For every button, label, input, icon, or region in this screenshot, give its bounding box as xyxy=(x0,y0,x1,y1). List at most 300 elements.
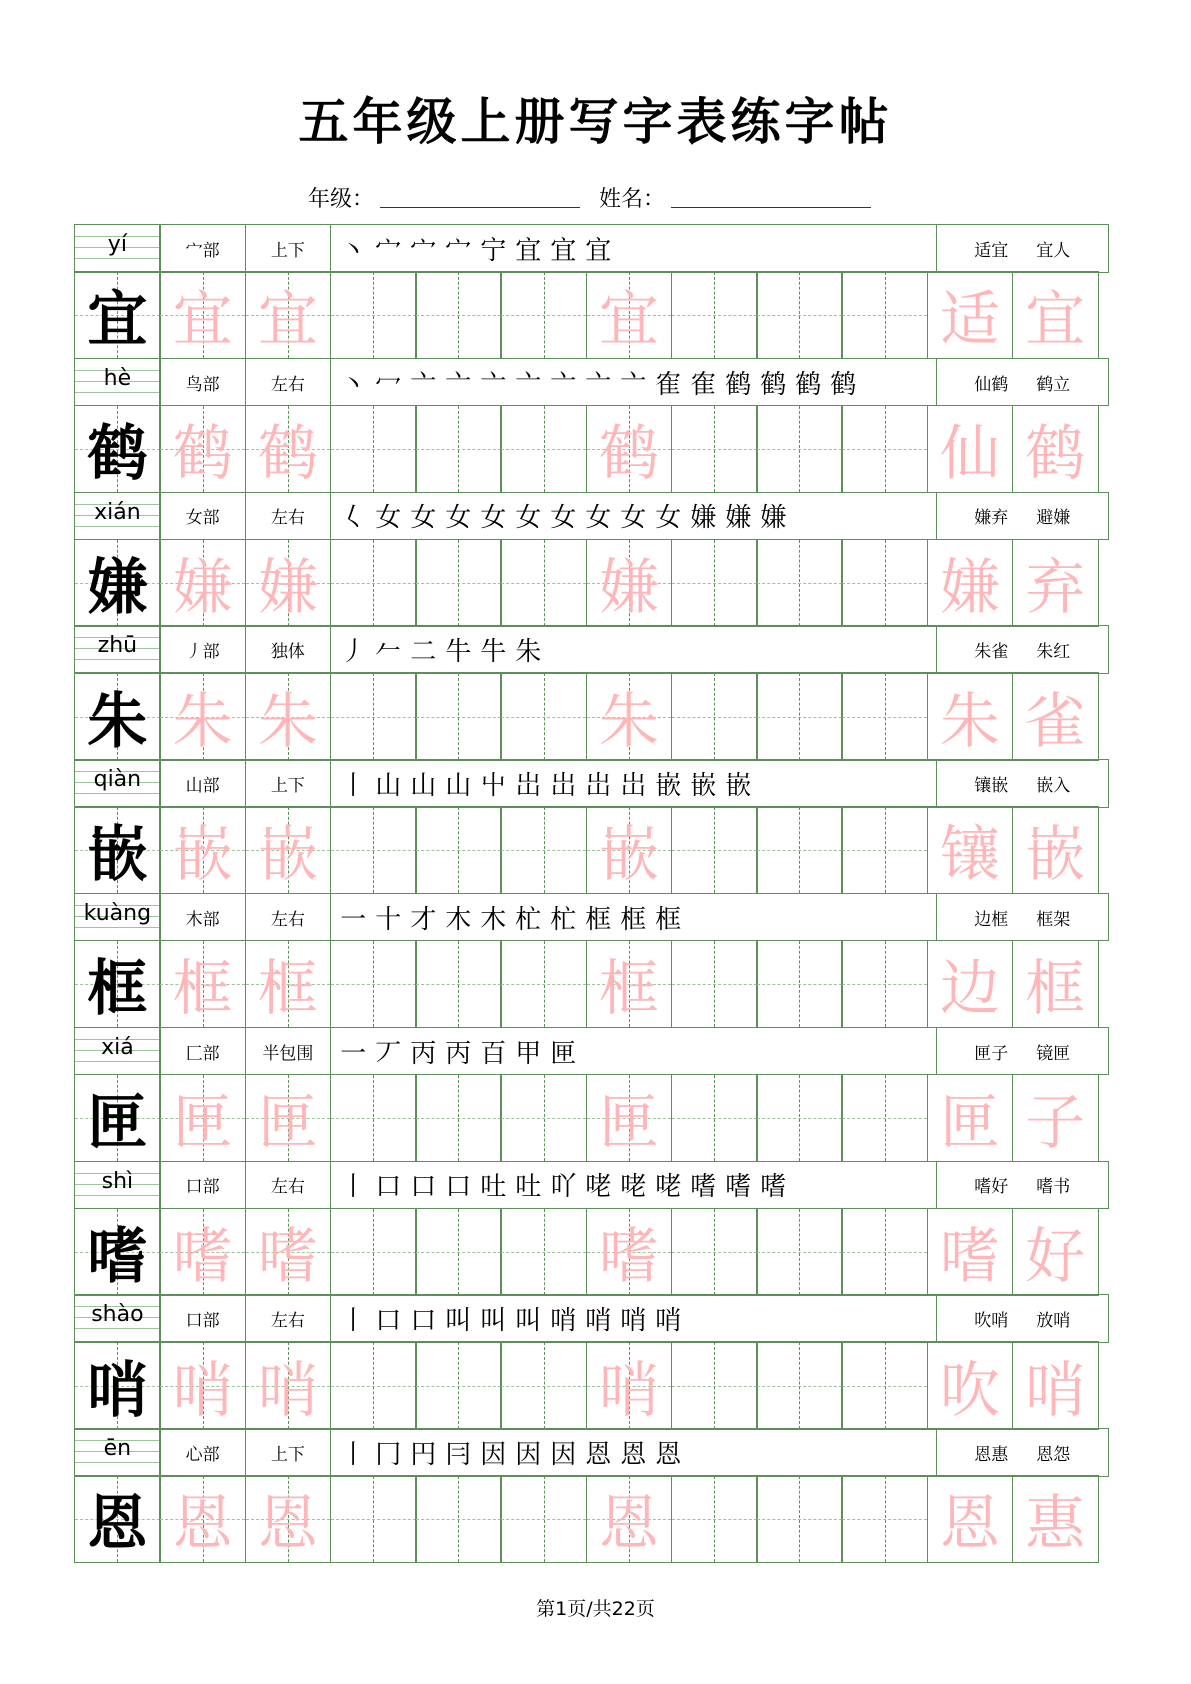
page-title: 五年级上册写字表练字帖 xyxy=(298,92,893,151)
writing-box[interactable] xyxy=(841,1074,928,1162)
writing-box[interactable] xyxy=(756,1208,843,1296)
writing-box[interactable] xyxy=(671,1074,758,1162)
model-character: 朱 xyxy=(87,686,148,757)
structure-cell xyxy=(245,224,332,273)
writing-box[interactable] xyxy=(159,672,246,760)
stroke-step: 岀 xyxy=(550,770,583,801)
stroke-step: 才 xyxy=(410,904,443,935)
structure: 上下 xyxy=(270,240,305,261)
model-character: 匣 xyxy=(87,1087,148,1158)
stroke-step: 牛 xyxy=(445,637,478,668)
writing-box[interactable] xyxy=(841,405,928,493)
stroke-order-cell xyxy=(330,1027,937,1076)
stroke-step: 口 xyxy=(375,1306,408,1337)
writing-box[interactable] xyxy=(74,672,161,760)
words-cell xyxy=(936,1428,1110,1477)
word-trace-character: 子 xyxy=(1025,1087,1086,1158)
stroke-step: 二 xyxy=(410,637,443,668)
writing-box[interactable] xyxy=(245,1208,332,1296)
writing-box[interactable] xyxy=(841,672,928,760)
stroke-step: 亠 xyxy=(585,369,618,400)
radical: 丿部 xyxy=(185,642,220,663)
writing-box[interactable] xyxy=(500,405,587,493)
words-cell xyxy=(936,759,1110,808)
writing-box[interactable] xyxy=(415,271,502,359)
writing-box[interactable] xyxy=(671,271,758,359)
writing-box[interactable] xyxy=(415,1475,502,1563)
stroke-step: 朱 xyxy=(515,637,548,668)
stroke-order-cell xyxy=(330,358,937,407)
stroke-step: 亠 xyxy=(620,369,653,400)
writing-box[interactable] xyxy=(500,1341,587,1429)
word-box xyxy=(927,1208,1014,1296)
word-trace-character: 仙 xyxy=(939,418,1000,489)
writing-box[interactable] xyxy=(415,1341,502,1429)
writing-box[interactable] xyxy=(74,1341,161,1429)
writing-box[interactable] xyxy=(415,940,502,1028)
pinyin-cell xyxy=(74,358,161,407)
stroke-step: 宜 xyxy=(550,235,583,266)
writing-box[interactable] xyxy=(415,1208,502,1296)
writing-box[interactable] xyxy=(330,1208,417,1296)
pinyin: shào xyxy=(91,1302,144,1328)
word: 匣子 xyxy=(974,1043,1009,1064)
radical: 宀部 xyxy=(185,240,220,261)
stroke-step: 吐 xyxy=(480,1172,513,1203)
pinyin-cell xyxy=(74,492,161,541)
word-trace-character: 雀 xyxy=(1025,686,1086,757)
writing-box[interactable] xyxy=(74,806,161,894)
stroke-step: 𡿨 xyxy=(340,503,373,534)
trace-character: 嗜 xyxy=(172,1221,233,1292)
stroke-step: 吐 xyxy=(515,1172,548,1203)
word: 宜人 xyxy=(1036,240,1071,261)
writing-box[interactable] xyxy=(756,940,843,1028)
writing-box[interactable] xyxy=(586,940,673,1028)
writing-box[interactable] xyxy=(841,940,928,1028)
structure: 左右 xyxy=(270,1177,305,1198)
writing-box[interactable] xyxy=(330,1074,417,1162)
writing-box[interactable] xyxy=(586,271,673,359)
writing-box[interactable] xyxy=(245,1074,332,1162)
stroke-step: 女 xyxy=(480,503,513,534)
stroke-step: 恩 xyxy=(620,1439,653,1470)
word-trace-character: 框 xyxy=(1025,954,1086,1025)
writing-box[interactable] xyxy=(586,1074,673,1162)
model-character: 宜 xyxy=(87,285,148,356)
writing-box[interactable] xyxy=(841,1208,928,1296)
pinyin: kuàng xyxy=(83,900,152,926)
stroke-step: 嵌 xyxy=(690,770,723,801)
pinyin: ēn xyxy=(103,1436,132,1462)
stroke-step: 口 xyxy=(445,1172,478,1203)
trace-character: 框 xyxy=(172,954,233,1025)
character-row xyxy=(74,224,1115,358)
stroke-step: 鹤 xyxy=(725,369,758,400)
stroke-step: 咾 xyxy=(655,1172,688,1203)
word: 鹤立 xyxy=(1036,374,1071,395)
writing-box[interactable] xyxy=(159,271,246,359)
stroke-step: 嫌 xyxy=(725,503,758,534)
trace-character: 宜 xyxy=(257,285,318,356)
stroke-step: 丨 xyxy=(340,1306,373,1337)
writing-box[interactable] xyxy=(671,1475,758,1563)
writing-box[interactable] xyxy=(330,405,417,493)
grade-blank[interactable] xyxy=(380,187,580,208)
word-trace-character: 恩 xyxy=(939,1489,1000,1560)
word-trace-character: 宜 xyxy=(1025,285,1086,356)
stroke-step: 丶 xyxy=(340,369,373,400)
stroke-step: 鹤 xyxy=(795,369,828,400)
writing-box[interactable] xyxy=(841,539,928,627)
stroke-step: 女 xyxy=(620,503,653,534)
word-trace-character: 镶 xyxy=(939,820,1000,891)
word: 朱红 xyxy=(1036,642,1071,663)
writing-box[interactable] xyxy=(74,539,161,627)
pinyin-cell xyxy=(74,1428,161,1477)
writing-box[interactable] xyxy=(159,405,246,493)
words-cell xyxy=(936,492,1110,541)
writing-box[interactable] xyxy=(671,1341,758,1429)
radical-cell xyxy=(159,625,246,674)
writing-box[interactable] xyxy=(671,672,758,760)
stroke-step: 百 xyxy=(480,1038,513,1069)
stroke-step: 一 xyxy=(340,1038,373,1069)
stroke-step: 杧 xyxy=(550,904,583,935)
writing-box[interactable] xyxy=(500,672,587,760)
radical: 女部 xyxy=(185,508,220,529)
stroke-step: 丨 xyxy=(340,1172,373,1203)
character-row xyxy=(74,759,1115,893)
pinyin: xián xyxy=(94,499,141,525)
stroke-step: 丙 xyxy=(445,1038,478,1069)
trace-character: 匣 xyxy=(257,1087,318,1158)
model-character: 哨 xyxy=(87,1355,148,1426)
word: 仙鹤 xyxy=(974,374,1009,395)
stroke-step: 岀 xyxy=(620,770,653,801)
stroke-step: 丿 xyxy=(340,637,373,668)
stroke-step: 宜 xyxy=(515,235,548,266)
writing-box[interactable] xyxy=(415,405,502,493)
stroke-step: 甲 xyxy=(515,1038,548,1069)
stroke-step: 木 xyxy=(445,904,478,935)
writing-box[interactable] xyxy=(245,672,332,760)
radical-cell xyxy=(159,1428,246,1477)
stroke-step: 丶 xyxy=(340,235,373,266)
writing-box[interactable] xyxy=(500,1074,587,1162)
pinyin-cell xyxy=(74,1027,161,1076)
stroke-order-cell xyxy=(330,625,937,674)
radical-cell xyxy=(159,1161,246,1210)
word-box xyxy=(1012,672,1099,760)
writing-box[interactable] xyxy=(756,539,843,627)
writing-box[interactable] xyxy=(756,1475,843,1563)
trace-character: 框 xyxy=(598,954,659,1025)
writing-box[interactable] xyxy=(671,806,758,894)
words-cell xyxy=(936,625,1110,674)
stroke-step: 女 xyxy=(655,503,688,534)
structure: 半包围 xyxy=(262,1043,314,1064)
stroke-step: 口 xyxy=(410,1172,443,1203)
radical-cell xyxy=(159,1027,246,1076)
word: 恩怨 xyxy=(1036,1444,1071,1465)
stroke-step: 鹤 xyxy=(830,369,863,400)
stroke-step: 冂 xyxy=(375,1439,408,1470)
stroke-step: 咾 xyxy=(620,1172,653,1203)
word-box xyxy=(1012,940,1099,1028)
word-box xyxy=(927,539,1014,627)
word-box xyxy=(927,1341,1014,1429)
pinyin: hè xyxy=(103,365,132,391)
writing-box[interactable] xyxy=(74,405,161,493)
structure: 独体 xyxy=(270,642,305,663)
writing-box[interactable] xyxy=(415,539,502,627)
word-box xyxy=(1012,1074,1099,1162)
stroke-step: 嗜 xyxy=(725,1172,758,1203)
stroke-step: 宁 xyxy=(480,235,513,266)
word: 镜匣 xyxy=(1036,1043,1071,1064)
trace-character: 嫌 xyxy=(172,552,233,623)
stroke-step: 牛 xyxy=(480,637,513,668)
writing-box[interactable] xyxy=(756,405,843,493)
writing-box[interactable] xyxy=(159,806,246,894)
writing-box[interactable] xyxy=(330,806,417,894)
trace-character: 哨 xyxy=(172,1355,233,1426)
writing-box[interactable] xyxy=(159,1208,246,1296)
words-cell xyxy=(936,224,1110,273)
stroke-step: 女 xyxy=(375,503,408,534)
stroke-step: 山 xyxy=(410,770,443,801)
writing-box[interactable] xyxy=(415,806,502,894)
stroke-step: 一 xyxy=(340,904,373,935)
pinyin-cell xyxy=(74,1161,161,1210)
writing-box[interactable] xyxy=(159,1074,246,1162)
radical: 心部 xyxy=(185,1444,220,1465)
writing-box[interactable] xyxy=(586,1208,673,1296)
word: 边框 xyxy=(974,909,1009,930)
stroke-step: 山 xyxy=(375,770,408,801)
trace-character: 恩 xyxy=(598,1489,659,1560)
writing-box[interactable] xyxy=(586,1341,673,1429)
writing-box[interactable] xyxy=(586,539,673,627)
writing-box[interactable] xyxy=(245,271,332,359)
writing-box[interactable] xyxy=(841,1341,928,1429)
writing-box[interactable] xyxy=(330,1475,417,1563)
pinyin: qiàn xyxy=(93,767,142,793)
stroke-step: 木 xyxy=(480,904,513,935)
writing-box[interactable] xyxy=(586,672,673,760)
trace-character: 朱 xyxy=(172,686,233,757)
structure-cell xyxy=(245,1161,332,1210)
writing-box[interactable] xyxy=(330,271,417,359)
word-trace-character: 嫌 xyxy=(939,552,1000,623)
writing-box[interactable] xyxy=(330,940,417,1028)
writing-box[interactable] xyxy=(415,672,502,760)
writing-box[interactable] xyxy=(245,940,332,1028)
word-box xyxy=(927,1074,1014,1162)
writing-box[interactable] xyxy=(74,940,161,1028)
radical: 口部 xyxy=(185,1311,220,1332)
writing-box[interactable] xyxy=(586,1475,673,1563)
writing-box[interactable] xyxy=(756,1341,843,1429)
writing-box[interactable] xyxy=(159,1475,246,1563)
trace-character: 嵌 xyxy=(257,820,318,891)
word-trace-character: 鹤 xyxy=(1025,418,1086,489)
writing-box[interactable] xyxy=(756,1074,843,1162)
word: 避嫌 xyxy=(1036,508,1071,529)
trace-character: 宜 xyxy=(172,285,233,356)
words-cell xyxy=(936,358,1110,407)
structure-cell xyxy=(245,1027,332,1076)
stroke-step: 框 xyxy=(585,904,618,935)
word-trace-character: 朱 xyxy=(939,686,1000,757)
writing-box[interactable] xyxy=(500,806,587,894)
stroke-step: 框 xyxy=(620,904,653,935)
writing-box[interactable] xyxy=(159,1341,246,1429)
stroke-step: 叫 xyxy=(445,1306,478,1337)
stroke-step: 亠 xyxy=(410,369,443,400)
word-trace-character: 适 xyxy=(939,285,1000,356)
trace-character: 鹤 xyxy=(598,418,659,489)
character-row xyxy=(74,1027,1115,1161)
writing-box[interactable] xyxy=(245,1341,332,1429)
word-trace-character: 嵌 xyxy=(1025,820,1086,891)
stroke-step: 叫 xyxy=(480,1306,513,1337)
stroke-step: 亠 xyxy=(480,369,513,400)
stroke-step: 冃 xyxy=(445,1439,478,1470)
stroke-step: 岀 xyxy=(585,770,618,801)
trace-character: 框 xyxy=(257,954,318,1025)
stroke-step: 岀 xyxy=(515,770,548,801)
trace-character: 嵌 xyxy=(172,820,233,891)
stroke-step: 丙 xyxy=(410,1038,443,1069)
writing-box[interactable] xyxy=(586,806,673,894)
pinyin-cell xyxy=(74,625,161,674)
stroke-step: 冖 xyxy=(375,369,408,400)
word-box xyxy=(1012,1475,1099,1563)
writing-box[interactable] xyxy=(500,1475,587,1563)
writing-box[interactable] xyxy=(500,1208,587,1296)
writing-box[interactable] xyxy=(841,271,928,359)
word-box xyxy=(927,672,1014,760)
writing-box[interactable] xyxy=(500,940,587,1028)
stroke-order-cell xyxy=(330,759,937,808)
writing-box[interactable] xyxy=(245,539,332,627)
stroke-step: 女 xyxy=(515,503,548,534)
writing-box[interactable] xyxy=(74,1475,161,1563)
stroke-step: 因 xyxy=(480,1439,513,1470)
stroke-order-cell xyxy=(330,1428,937,1477)
structure: 上下 xyxy=(270,1444,305,1465)
radical: 山部 xyxy=(185,775,220,796)
writing-box[interactable] xyxy=(74,1208,161,1296)
word-box xyxy=(1012,271,1099,359)
stroke-step: 哨 xyxy=(620,1306,653,1337)
writing-box[interactable] xyxy=(245,806,332,894)
writing-box[interactable] xyxy=(586,405,673,493)
stroke-step: 杧 xyxy=(515,904,548,935)
grade-label: 年级： xyxy=(307,187,374,212)
writing-box[interactable] xyxy=(671,405,758,493)
stroke-step: 𠂉 xyxy=(375,637,408,668)
writing-box[interactable] xyxy=(415,1074,502,1162)
stroke-step: 叫 xyxy=(515,1306,548,1337)
writing-box[interactable] xyxy=(245,405,332,493)
stroke-step: 宀 xyxy=(445,235,478,266)
writing-box[interactable] xyxy=(330,1341,417,1429)
writing-box[interactable] xyxy=(330,539,417,627)
writing-box[interactable] xyxy=(841,806,928,894)
writing-box[interactable] xyxy=(500,271,587,359)
writing-box[interactable] xyxy=(330,672,417,760)
word-box xyxy=(1012,806,1099,894)
stroke-step: 鹤 xyxy=(760,369,793,400)
radical: 匚部 xyxy=(185,1043,220,1064)
writing-box[interactable] xyxy=(74,271,161,359)
model-character: 嫌 xyxy=(87,552,148,623)
pinyin: xiá xyxy=(101,1034,134,1060)
stroke-step: 哨 xyxy=(655,1306,688,1337)
character-row xyxy=(74,358,1115,492)
writing-box[interactable] xyxy=(159,539,246,627)
trace-character: 哨 xyxy=(257,1355,318,1426)
trace-character: 宜 xyxy=(598,285,659,356)
character-row xyxy=(74,625,1115,759)
word: 恩惠 xyxy=(974,1444,1009,1465)
writing-box[interactable] xyxy=(756,271,843,359)
radical-cell xyxy=(159,893,246,942)
stroke-step: 口 xyxy=(375,1172,408,1203)
name-blank[interactable] xyxy=(671,187,871,208)
writing-box[interactable] xyxy=(245,1475,332,1563)
structure-cell xyxy=(245,759,332,808)
word-box xyxy=(927,405,1014,493)
radical-cell xyxy=(159,358,246,407)
word: 吹哨 xyxy=(974,1311,1009,1332)
pinyin-cell xyxy=(74,1294,161,1343)
word-box xyxy=(927,271,1014,359)
stroke-step: 亠 xyxy=(445,369,478,400)
writing-box[interactable] xyxy=(671,539,758,627)
writing-box[interactable] xyxy=(500,539,587,627)
pinyin-cell xyxy=(74,759,161,808)
pinyin-cell xyxy=(74,224,161,273)
word: 嗜好 xyxy=(974,1177,1009,1198)
structure-cell xyxy=(245,1428,332,1477)
character-row xyxy=(74,1161,1115,1295)
writing-box[interactable] xyxy=(756,806,843,894)
stroke-step: 嫌 xyxy=(690,503,723,534)
writing-box[interactable] xyxy=(74,1074,161,1162)
writing-box[interactable] xyxy=(756,672,843,760)
writing-box[interactable] xyxy=(841,1475,928,1563)
structure: 左右 xyxy=(270,508,305,529)
stroke-step: 十 xyxy=(375,904,408,935)
word-box xyxy=(927,940,1014,1028)
pinyin: zhū xyxy=(97,633,138,659)
word-trace-character: 匣 xyxy=(939,1087,1000,1158)
structure-cell xyxy=(245,893,332,942)
writing-box[interactable] xyxy=(159,940,246,1028)
writing-box[interactable] xyxy=(671,1208,758,1296)
stroke-step: 丨 xyxy=(340,1439,373,1470)
words-cell xyxy=(936,1161,1110,1210)
stroke-step: 円 xyxy=(410,1439,443,1470)
writing-box[interactable] xyxy=(671,940,758,1028)
trace-character: 匣 xyxy=(598,1087,659,1158)
word: 放哨 xyxy=(1036,1311,1071,1332)
stroke-step: 女 xyxy=(585,503,618,534)
